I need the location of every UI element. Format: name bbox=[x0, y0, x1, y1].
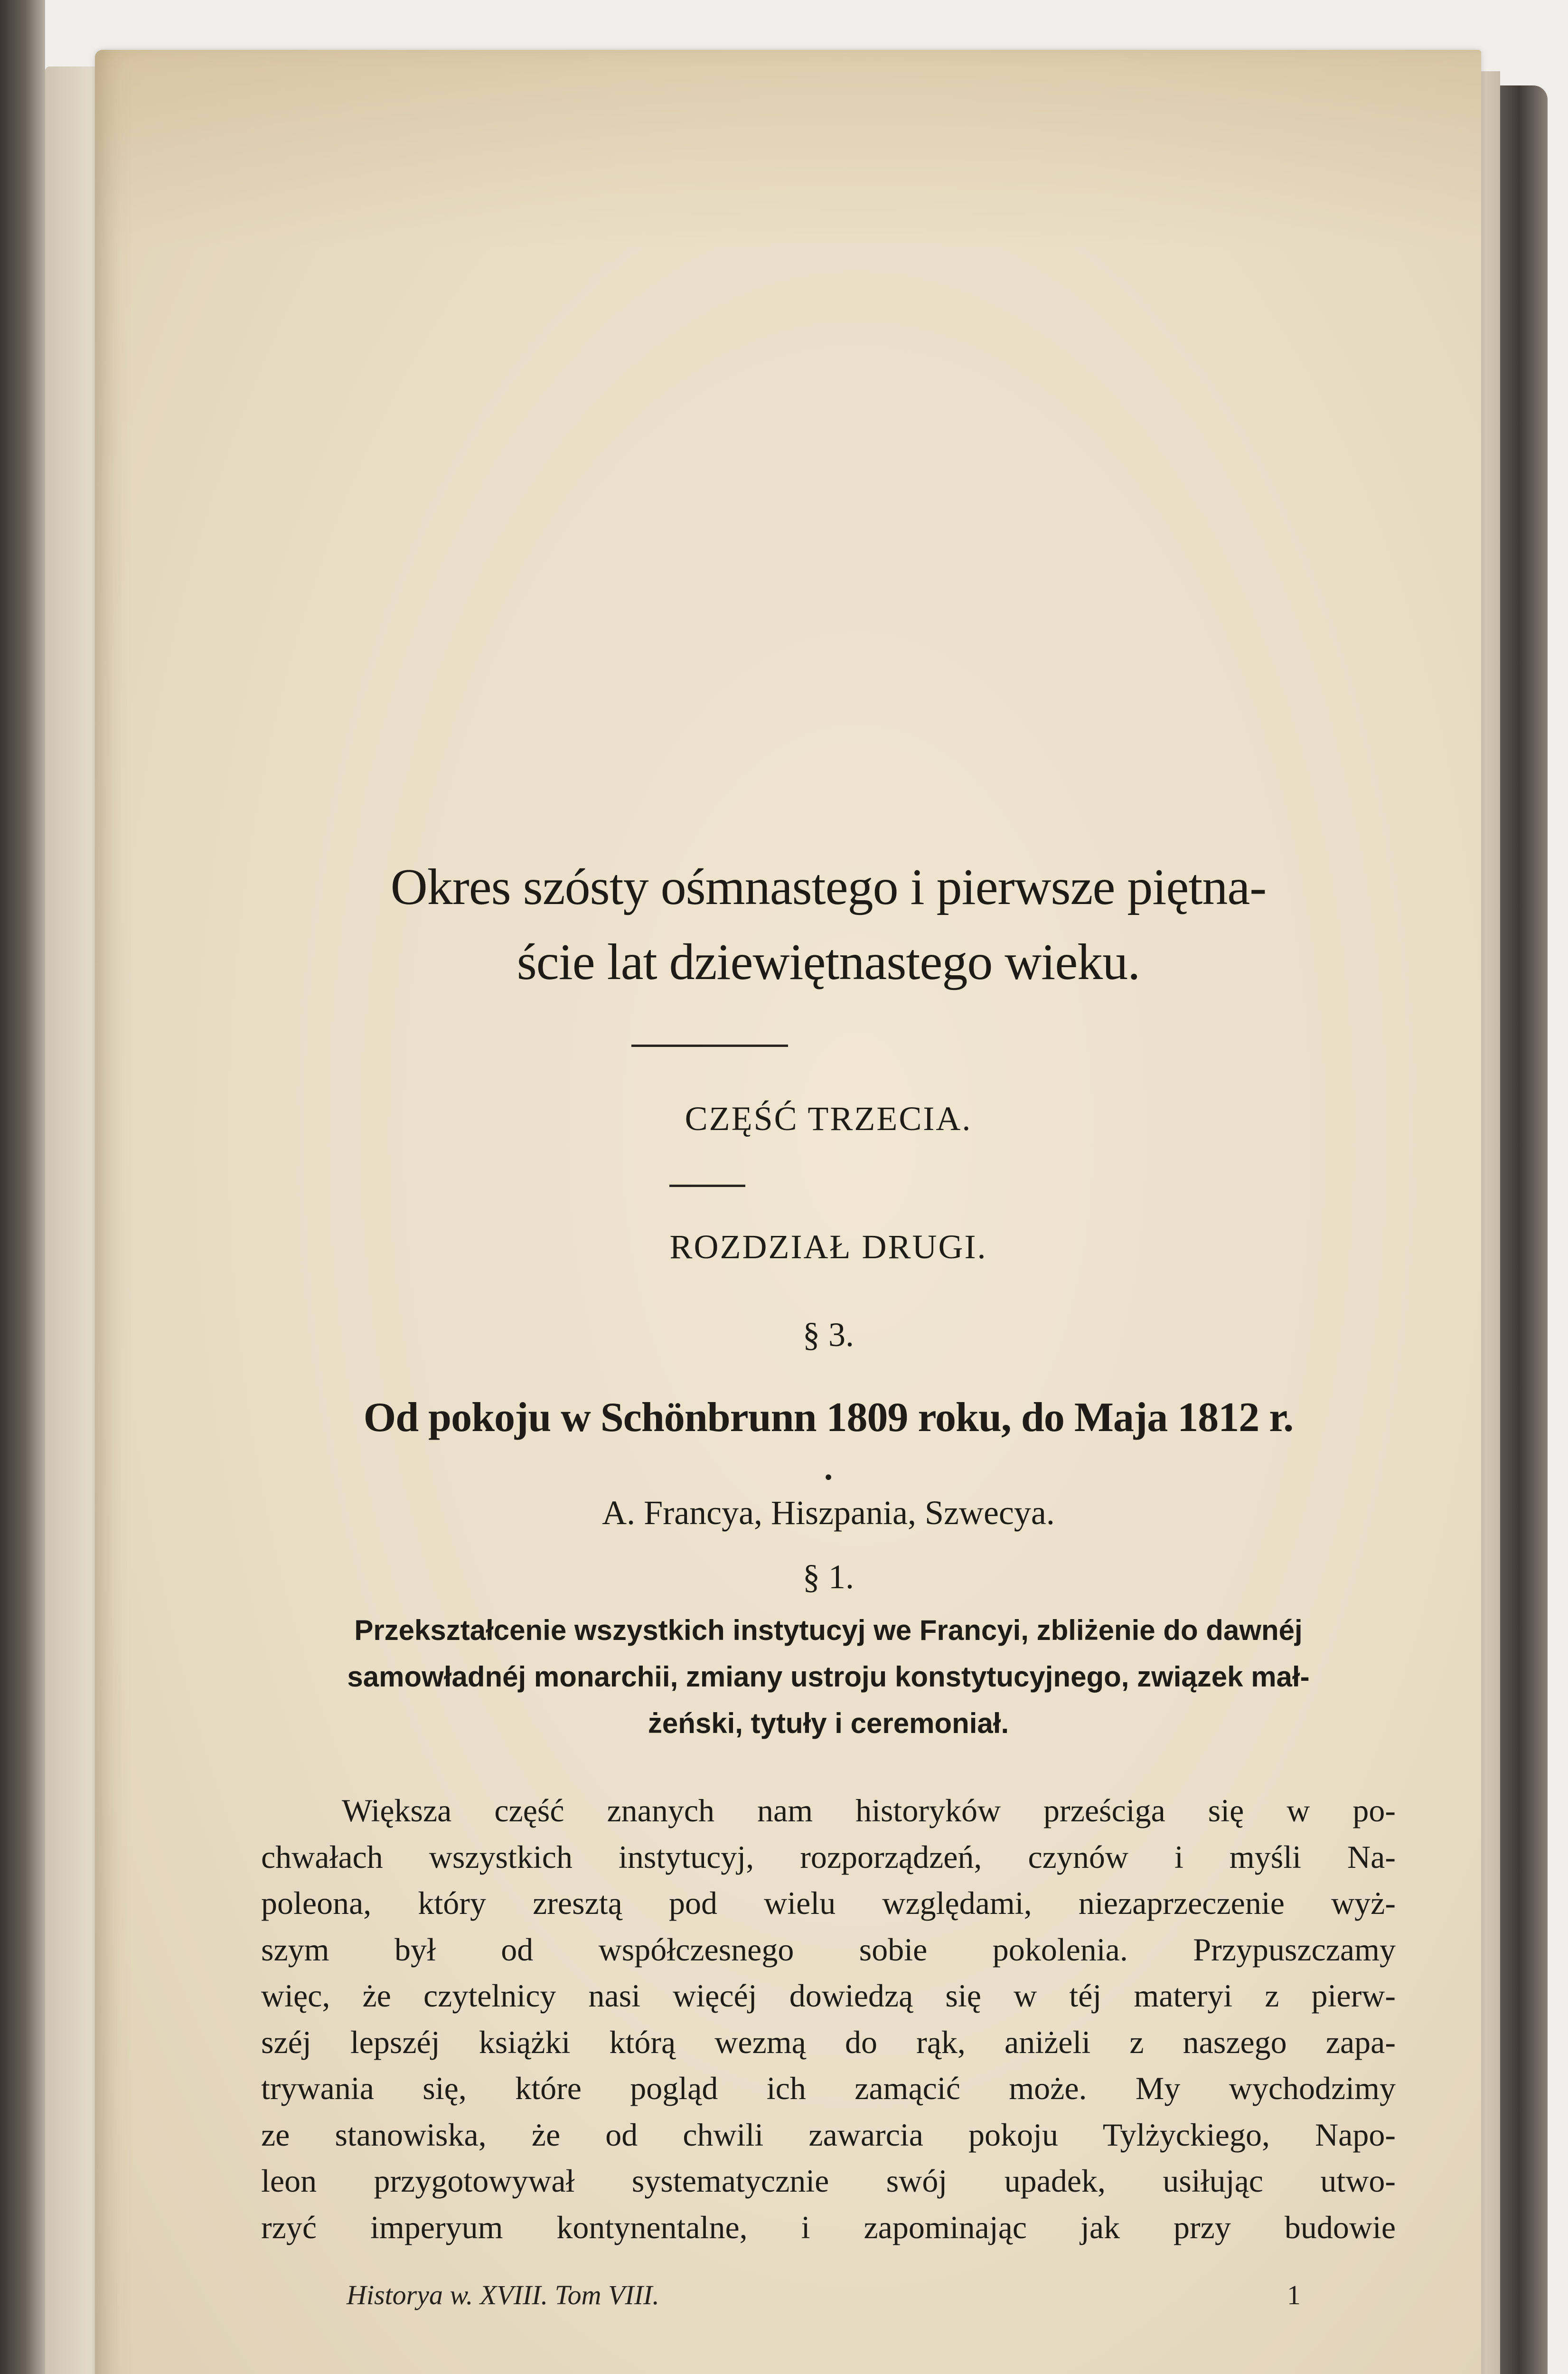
body-line-10: rzyć imperyum kontynentalne, i zapominając jak przy budowie bbox=[261, 2209, 1396, 2245]
section-mark: • bbox=[823, 1467, 834, 1489]
body-line-1: Większa część znanych nam historyków prześciga się w po- bbox=[342, 1792, 1396, 1828]
subsection-number: § 1. bbox=[803, 1558, 854, 1596]
section-summary bbox=[261, 1607, 1396, 1747]
divider-rule-2 bbox=[669, 1185, 745, 1187]
body-line-7: trywania się, które pogląd ich zamącić może. My wychodzimy bbox=[261, 2070, 1396, 2106]
chapter-title bbox=[261, 850, 1396, 1000]
section-heading: Od pokoju w Schönbrunn 1809 roku, do Maja 1812 r. bbox=[363, 1394, 1294, 1441]
page-number: 1 bbox=[1287, 2280, 1301, 2310]
body-line-6: széj lepszéj książki którą wezmą do rąk, aniżeli z naszego zapa- bbox=[261, 2024, 1396, 2060]
body-line-3: poleona, który zresztą pod wielu względami, niezaprzeczenie wyż- bbox=[261, 1885, 1396, 1921]
left-page-edge bbox=[45, 66, 97, 2374]
body-line-4: szym był od współczesnego sobie pokolenia. Przypuszczamy bbox=[261, 1931, 1396, 1968]
title-line-2: ście lat dziewiętnastego wieku. bbox=[516, 934, 1140, 990]
divider-rule-1 bbox=[631, 1045, 788, 1047]
body-line-9: leon przygotowywał systematycznie swój upadek, usiłując utwo- bbox=[261, 2163, 1396, 2199]
page-footer bbox=[347, 2279, 1301, 2311]
book-binding-left bbox=[0, 0, 45, 2374]
footer-signature: Historya w. XVIII. Tom VIII. bbox=[347, 2280, 659, 2310]
summary-line-3: żeński, tytuły i ceremoniał. bbox=[648, 1707, 1009, 1739]
part-heading: CZĘŚĆ TRZECIA. bbox=[685, 1100, 972, 1138]
chapter-heading: ROZDZIAŁ DRUGI. bbox=[669, 1228, 987, 1266]
summary-line-1: Przekształcenie wszystkich instytucyj we Francyi, zbliżenie do dawnéj bbox=[354, 1614, 1303, 1646]
subsection-heading: A. Francya, Hiszpania, Szwecya. bbox=[602, 1494, 1055, 1532]
page-stain bbox=[95, 50, 1481, 249]
body-line-5: więc, że czytelnicy nasi więcéj dowiedzą się w téj materyi z pierw- bbox=[261, 1978, 1396, 2014]
body-line-2: chwałach wszystkich instytucyj, rozporządzeń, czynów i myśli Na- bbox=[261, 1838, 1396, 1875]
body-line-8: ze stanowiska, że od chwili zawarcia pokoju Tylżyckiego, Napo- bbox=[261, 2116, 1396, 2153]
summary-line-2: samowładnéj monarchii, zmiany ustroju konstytucyjnego, związek mał- bbox=[347, 1661, 1310, 1693]
body-paragraph bbox=[261, 1788, 1396, 2251]
book-page bbox=[95, 50, 1481, 2374]
title-line-1: Okres szósty ośmnastego i pierwsze piętna- bbox=[390, 859, 1267, 915]
section-number: § 3. bbox=[803, 1316, 854, 1354]
